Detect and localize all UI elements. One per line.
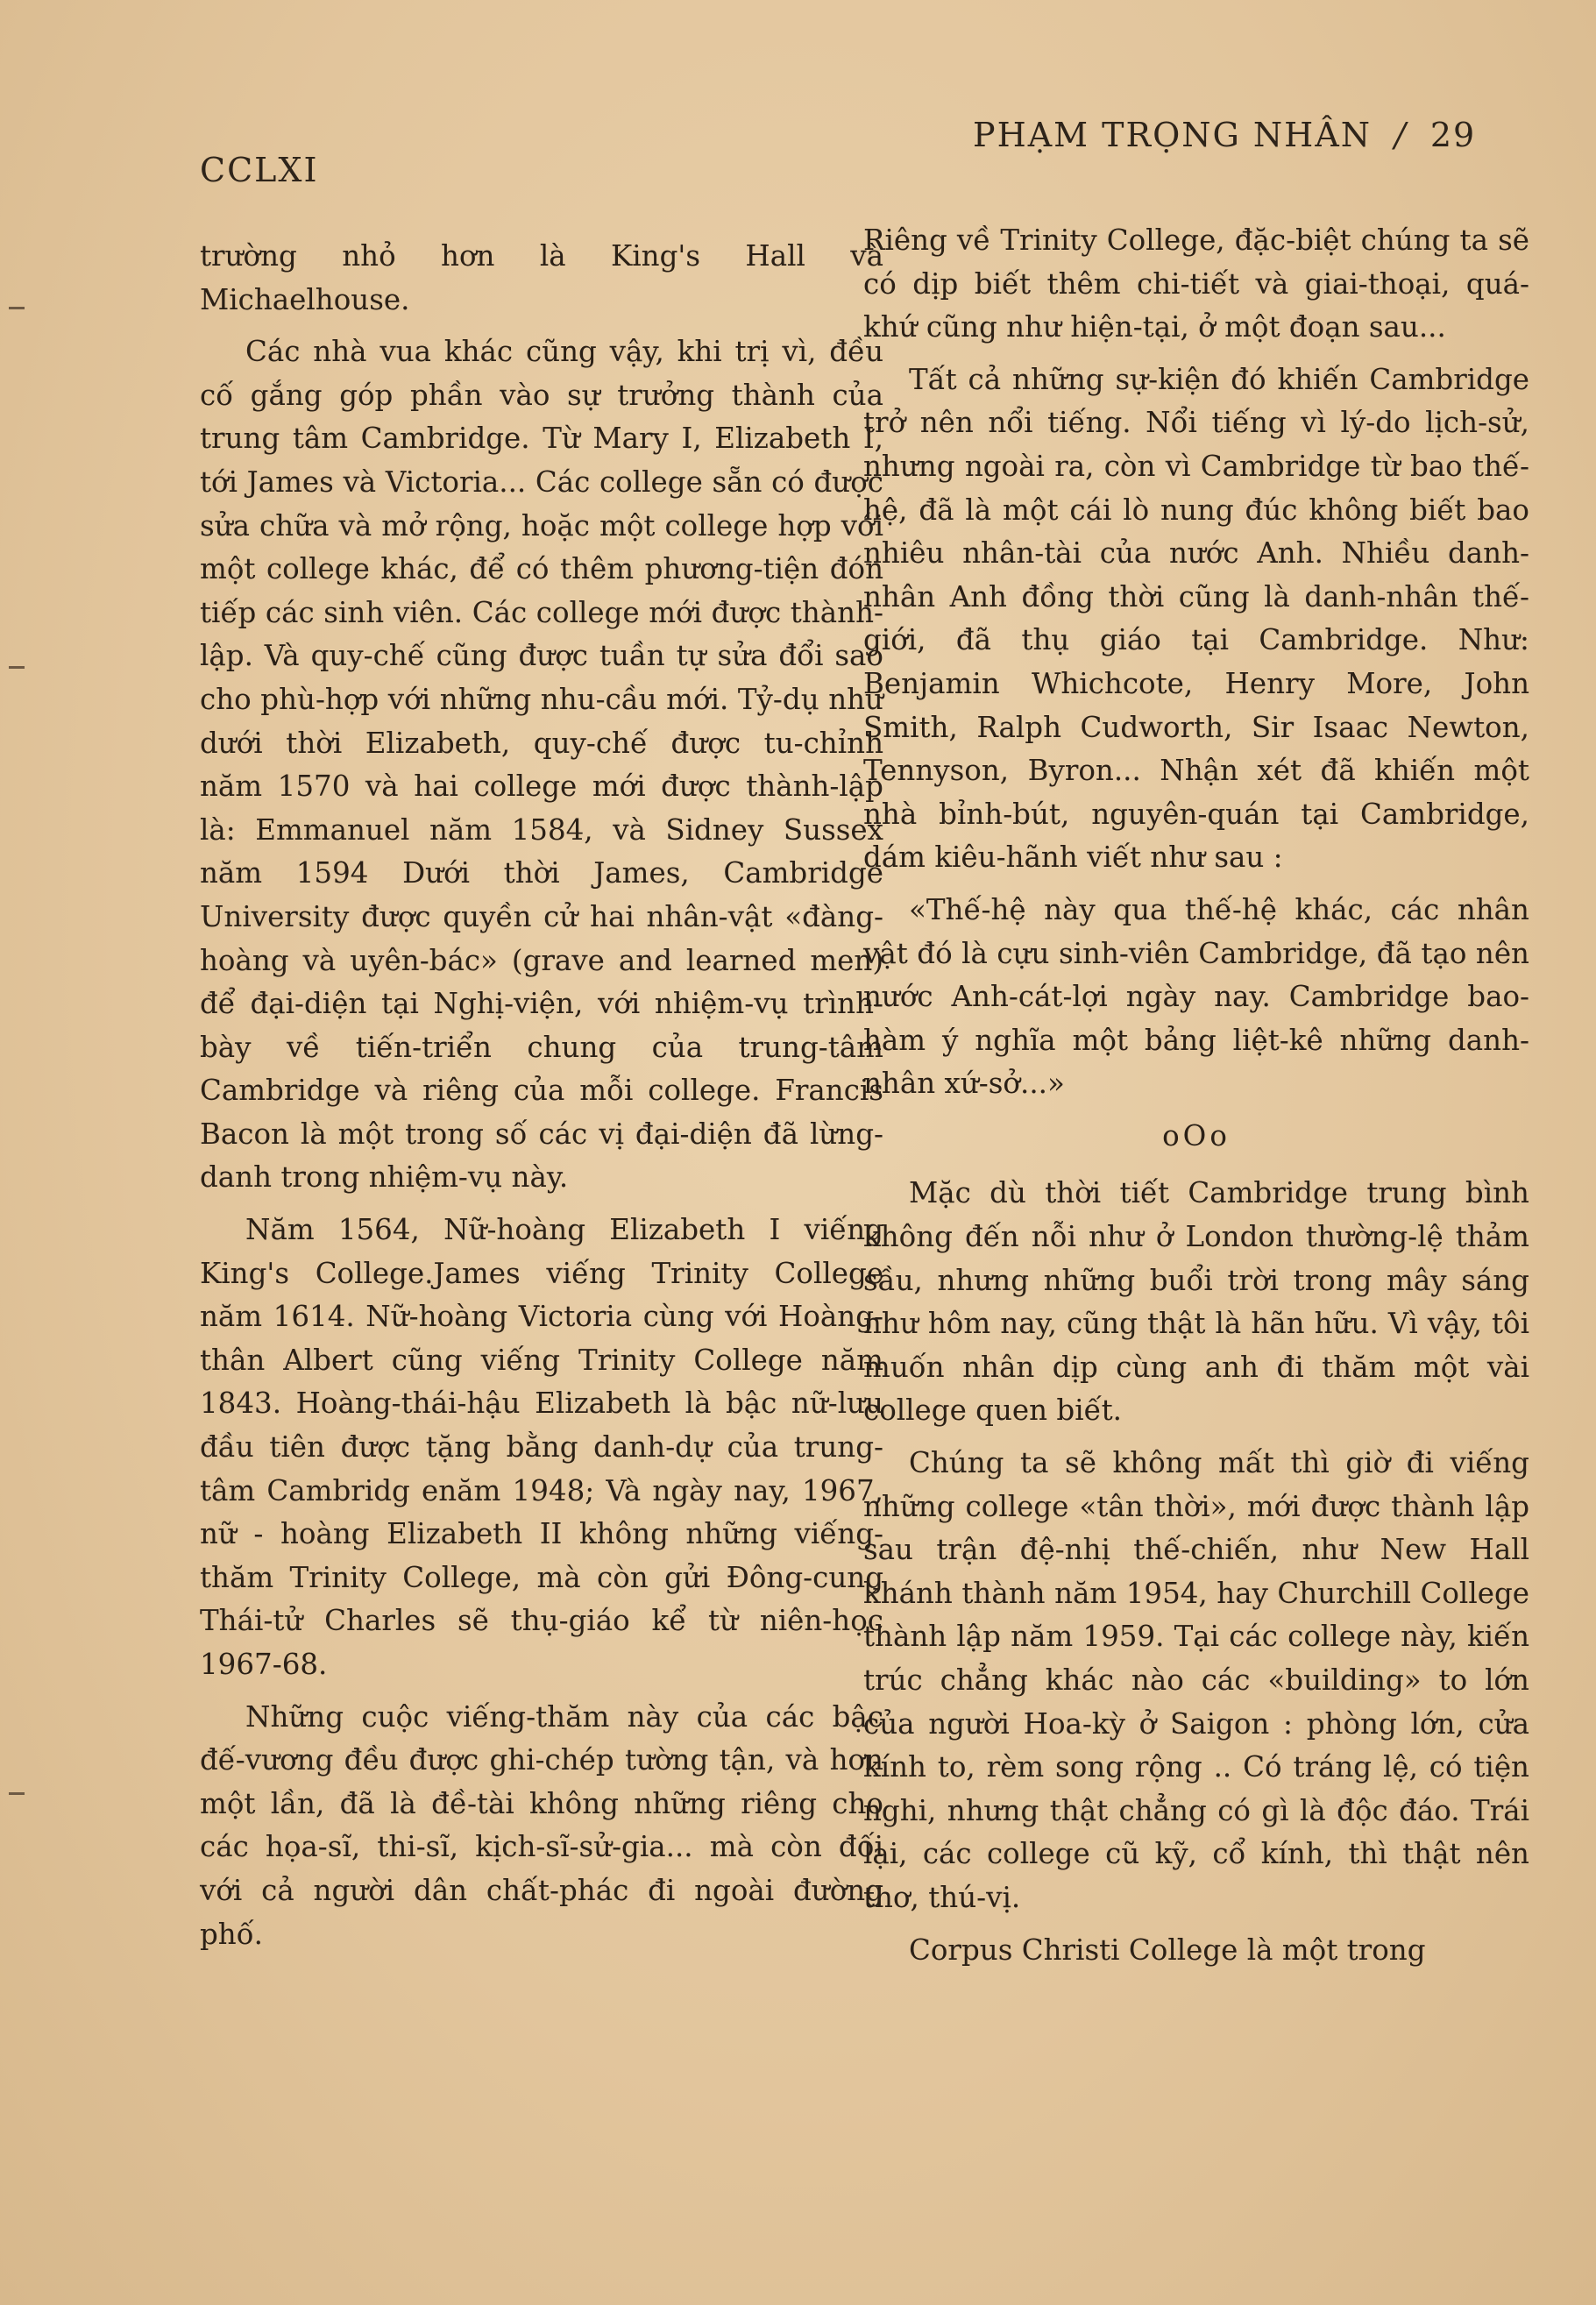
paragraph: Năm 1564, Nữ-hoàng Elizabeth I viếng King's College.James viếng Trinity College năm 1614. Nữ-hoàng Victoria cùng với Hoàng-thân Albert cũng viếng Trinity College năm 1843. Hoàng-thái-hậu Elizabeth là bậc nữ-lưu đầu tiên được tặng bằng danh-dự của trung-tâm Cambridg enăm 1948; Và ngày nay, 1967, nữ - hoàng Elizabeth II không những viếng-thăm Trinity College, mà còn gửi Đông-cung Thái-tử Charles sẽ thụ-giáo kể từ niên-học 1967-68.: [200, 1213, 883, 1681]
edge-mark: [9, 666, 25, 669]
page-folio-roman: CCLXI: [200, 151, 319, 189]
page-number: 29: [1429, 116, 1477, 154]
paragraph: Corpus Christi College là một trong: [909, 1933, 1426, 1967]
header-separator: /: [1394, 116, 1408, 154]
edge-mark: [9, 1792, 25, 1795]
paragraph: trường nhỏ hơn là King's Hall và Michaelhouse.: [200, 239, 883, 316]
right-column: [863, 219, 1529, 1981]
running-header: [973, 116, 1476, 154]
paragraph: Chúng ta sẽ không mất thì giờ đi viếng những college «tân thời», mới được thành lập sau trận đệ-nhị thế-chiến, như New Hall khánh thành năm 1954, hay Churchill College thành lập năm 1959. Tại các college này, kiến trúc chẳng khác nào các «building» to lớn của người Hoa-kỳ ở Saigon : phòng lớn, cửa kính to, rèm song rộng .. Có tráng lệ, có tiện nghi, nhưng thật chẳng có gì là độc đáo. Trái lại, các college cũ kỹ, cổ kính, thì thật nên thơ, thú-vị.: [863, 1446, 1529, 1914]
paragraph: Mặc dù thời tiết Cambridge trung bình không đến nỗi như ở London thường-lệ thảm sầu, nhưng những buổi trời trong mây sáng như hôm nay, cũng thật là hãn hữu. Vì vậy, tôi muốn nhân dịp cùng anh đi thăm một vài college quen biết.: [863, 1176, 1529, 1428]
paragraph: Các nhà vua khác cũng vậy, khi trị vì, đều cố gắng góp phần vào sự trưởng thành của trung tâm Cambridge. Từ Mary I, Elizabeth I, tới James và Victoria... Các college sẵn có được sửa chữa và mở rộng, hoặc một college hợp với một college khác, để có thêm phương-tiện đón tiếp các sinh viên. Các college mới được thành-lập. Và quy-chế cũng được tuần tự sửa đổi sao cho phù-hợp với những nhu-cầu mới. Tỷ-dụ như dưới thời Elizabeth, quy-chế được tu-chỉnh năm 1570 và hai college mới được thành-lập là: Emmanuel năm 1584, và Sidney Sussex năm 1594 Dưới thời James, Cambridge University được quyền cử hai nhân-vật «đàng-hoàng và uyên-bác» (grave and learned men) để đại-diện tại Nghị-viện, với nhiệm-vụ trình-bày về tiến-triển chung của trung-tâm Cambridge và riêng của mỗi college. Francis Bacon là một trong số các vị đại-diện đã lừng-danh trong nhiệm-vụ này.: [200, 335, 883, 1195]
paragraph: Riêng về Trinity College, đặc-biệt chúng ta sẽ có dịp biết thêm chi-tiết và giai-thoại, quá-khứ cũng như hiện-tại, ở một đoạn sau...: [863, 223, 1529, 344]
author-name: PHẠM TRỌNG NHÂN: [973, 116, 1373, 154]
paragraph: Tất cả những sự-kiện đó khiến Cambridge trở nên nổi tiếng. Nổi tiếng vì lý-do lịch-sử, nhưng ngoài ra, còn vì Cambridge từ bao thế-hệ, đã là một cái lò nung đúc không biết bao nhiêu nhân-tài của nước Anh. Nhiều danh-nhân Anh đồng thời cũng là danh-nhân thế-giới, đã thụ giáo tại Cambridge. Như: Benjamin Whichcote, Henry More, John Smith, Ralph Cudworth, Sir Isaac Newton, Tennyson, Byron... Nhận xét đã khiến một nhà bỉnh-bút, nguyên-quán tại Cambridge, dám kiêu-hãnh viết như sau :: [863, 362, 1529, 875]
section-ornament: oOo: [1162, 1118, 1231, 1152]
quote-paragraph: «Thế-hệ này qua thế-hệ khác, các nhân vật đó là cựu sinh-viên Cambridge, đã tạo nên nước Anh-cát-lợi ngày nay. Cambridge bao-hàm ý nghĩa một bảng liệt-kê những danh-nhân xứ-sở...»: [863, 892, 1529, 1101]
paragraph: Những cuộc viếng-thăm này của các bậc đế-vương đều được ghi-chép tường tận, và hơn một lần, đã là đề-tài không những riêng cho các họa-sĩ, thi-sĩ, kịch-sĩ-sử-gia... mà còn đối với cả người dân chất-phác đi ngoài đường phố.: [200, 1699, 883, 1951]
edge-mark: [9, 307, 25, 309]
left-column: [200, 235, 883, 1965]
